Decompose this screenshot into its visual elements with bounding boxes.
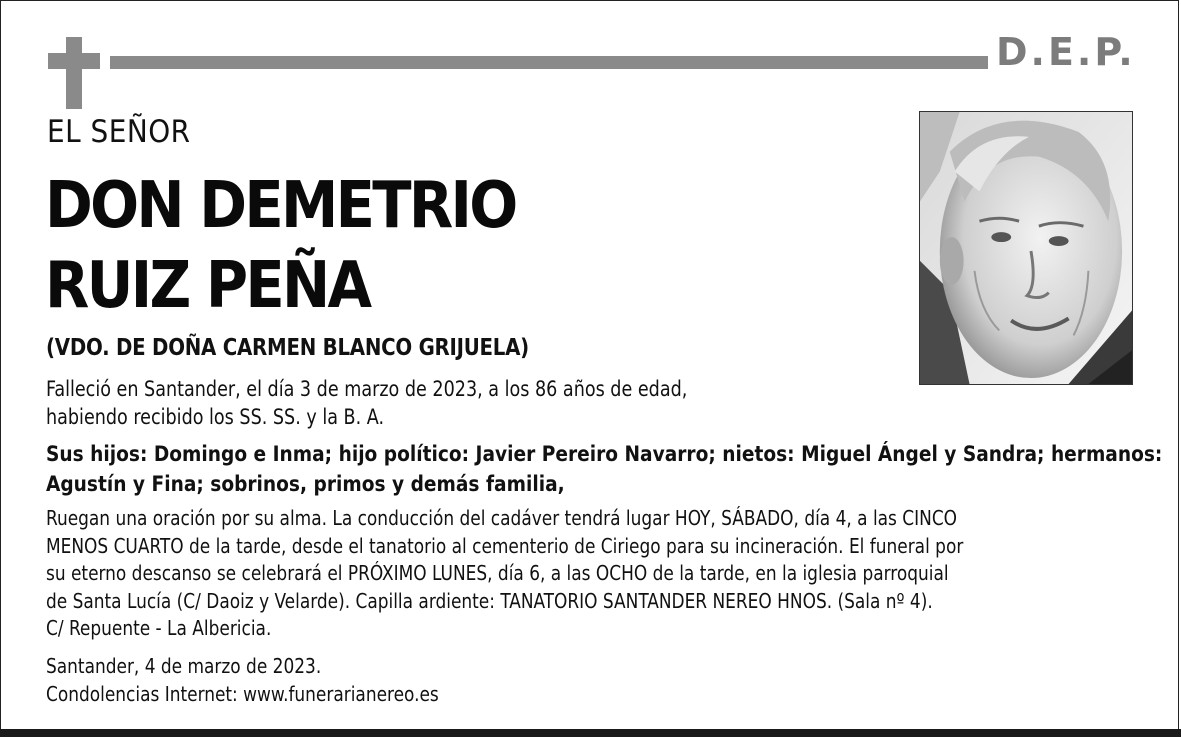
honorific: EL SEÑOR — [47, 114, 191, 150]
service-line: MENOS CUARTO de la tarde, desde el tanatorio al cementerio de Ciriego para su incineración. El funeral por — [46, 533, 964, 558]
service-line: Ruegan una oración por su alma. La conducción del cadáver tendrá lugar HOY, SÁBADO, día 4, a las CINCO — [46, 506, 958, 530]
header-rule — [110, 56, 988, 69]
service-line: de Santa Lucía (C/ Daoiz y Velarde). Capilla ardiente: TANATORIO SANTANDER NEREO HNOS. (Sala nº 4). — [46, 588, 933, 613]
dep-heading: D.E.P. — [996, 30, 1136, 74]
deceased-name-line-2: RUIZ PEÑA — [45, 249, 370, 323]
portrait-image — [920, 112, 1132, 384]
deceased-name — [45, 166, 516, 326]
death-announcement — [46, 375, 687, 431]
place-date: Santander, 4 de marzo de 2023. — [46, 654, 322, 678]
family-line-2: Agustín y Fina; sobrinos, primos y demás familia, — [46, 472, 565, 496]
portrait-photo — [919, 111, 1133, 385]
cross-icon-horizontal-bar — [48, 53, 100, 69]
family-line-1: Sus hijos: Domingo e Inma; hijo político: Javier Pereiro Navarro; nietos: Miguel Ángel y Sandra; hermanos: — [46, 442, 1163, 466]
cross-icon-vertical-bar — [66, 37, 82, 109]
bottom-rule — [0, 729, 1181, 737]
death-line-1: Falleció en Santander, el día 3 de marzo de 2023, a los 86 años de edad, — [46, 377, 688, 401]
service-line: C/ Repuente - La Albericia. — [46, 616, 272, 640]
closing-block — [46, 652, 439, 708]
deceased-name-line-1: DON DEMETRIO — [45, 169, 516, 243]
service-details — [46, 505, 963, 643]
condolences-line: Condolencias Internet: www.funerarianereo.es — [46, 682, 439, 706]
service-line: su eterno descanso se celebrará el PRÓXIMO LUNES, día 6, a las OCHO de la tarde, en la iglesia parroquial — [46, 561, 949, 585]
family-list — [46, 439, 1163, 499]
widow-of-line: (VDO. DE DOÑA CARMEN BLANCO GRIJUELA) — [46, 335, 529, 361]
death-line-2: habiendo recibido los SS. SS. y la B. A. — [46, 405, 385, 429]
